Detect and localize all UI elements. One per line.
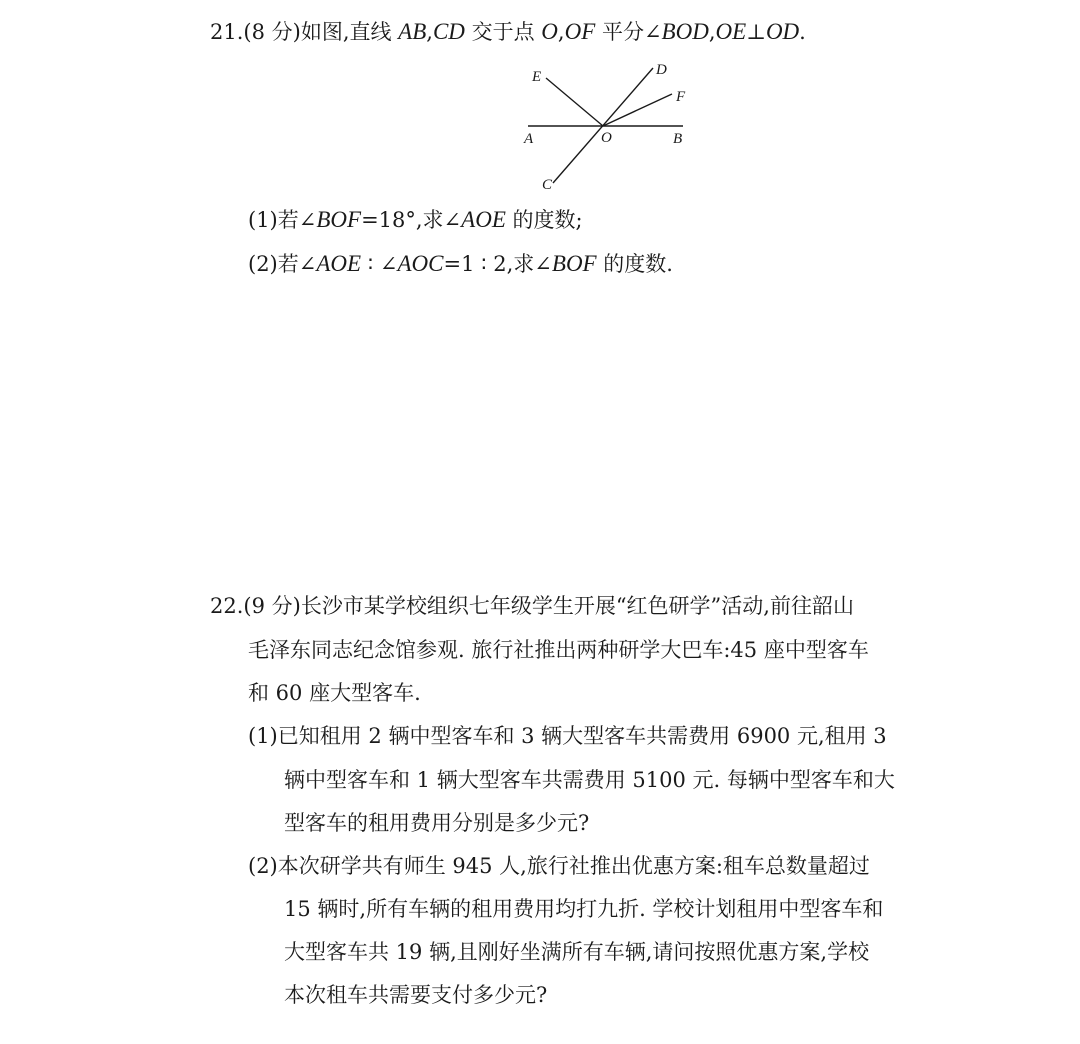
q22-line: 型客车的租用费用分别是多少元?: [284, 811, 590, 835]
q21-var: OD: [765, 19, 800, 44]
q21-var: AOE: [461, 207, 506, 232]
q21-text: .: [799, 20, 806, 44]
q21-text: 平分∠: [595, 20, 662, 44]
q22-line: 本次租车共需要支付多少元?: [284, 983, 548, 1007]
q22-line: 和 60 座大型客车.: [248, 681, 421, 705]
q21-var: O: [541, 19, 558, 44]
label-c: C: [542, 177, 553, 193]
q22-heading: 22.(9 分)长沙市某学校组织七年级学生开展“红色研学”活动,前往韶山: [210, 594, 854, 618]
label-f: F: [676, 89, 686, 105]
q22-line: 15 辆时,所有车辆的租用费用均打九折. 学校计划租用中型客车和: [284, 897, 884, 921]
q21-text: 的度数.: [596, 252, 673, 276]
q21-var: BOD: [661, 19, 709, 44]
label-o: O: [601, 130, 612, 146]
q21-var: OE: [715, 19, 747, 44]
q21-var: OF: [564, 19, 596, 44]
q21-text: =1 ∶ 2,求∠: [443, 252, 552, 276]
q21-part2: [248, 252, 673, 275]
q21-text: ,: [708, 20, 716, 44]
ray-of: [603, 94, 672, 126]
q21-text: (1)若∠: [248, 208, 317, 232]
q21-part1: [248, 208, 583, 231]
q21-var: BOF: [316, 207, 362, 232]
q21-text: ,: [426, 20, 433, 44]
label-d: D: [656, 62, 667, 78]
q22-part2: (2)本次研学共有师生 945 人,旅行社推出优惠方案:租车总数量超过: [248, 854, 870, 878]
q21-var: AOC: [397, 251, 444, 276]
q21-var: CD: [432, 19, 465, 44]
q21-var: AOE: [316, 251, 362, 276]
q21-text: 交于点: [464, 20, 542, 44]
q22-line: 辆中型客车和 1 辆大型客车共需费用 5100 元. 每辆中型客车和大: [284, 768, 895, 792]
geometry-figure: [0, 0, 1080, 200]
label-b: B: [673, 131, 683, 147]
q21-text: ∶ ∠: [361, 252, 398, 276]
q22-line: 毛泽东同志纪念馆参观. 旅行社推出两种研学大巴车:45 座中型客车: [248, 638, 869, 662]
q21-var: AB: [398, 19, 427, 44]
q22-line: 大型客车共 19 辆,且刚好坐满所有车辆,请问按照优惠方案,学校: [284, 940, 870, 964]
q21-text: (2)若∠: [248, 252, 317, 276]
label-e: E: [532, 69, 542, 85]
label-a: A: [524, 131, 534, 147]
q22-part1: (1)已知租用 2 辆中型客车和 3 辆大型客车共需费用 6900 元,租用 3: [248, 724, 887, 748]
q21-text: 21.(8 分)如图,直线: [210, 20, 399, 44]
q21-text: 的度数;: [505, 208, 583, 232]
perpendicular-symbol: ⊥: [746, 20, 766, 44]
ray-oe: [546, 78, 603, 126]
q21-text: ,: [557, 20, 565, 44]
q21-text: =18°,求∠: [361, 208, 462, 232]
q21-var: BOF: [551, 251, 597, 276]
